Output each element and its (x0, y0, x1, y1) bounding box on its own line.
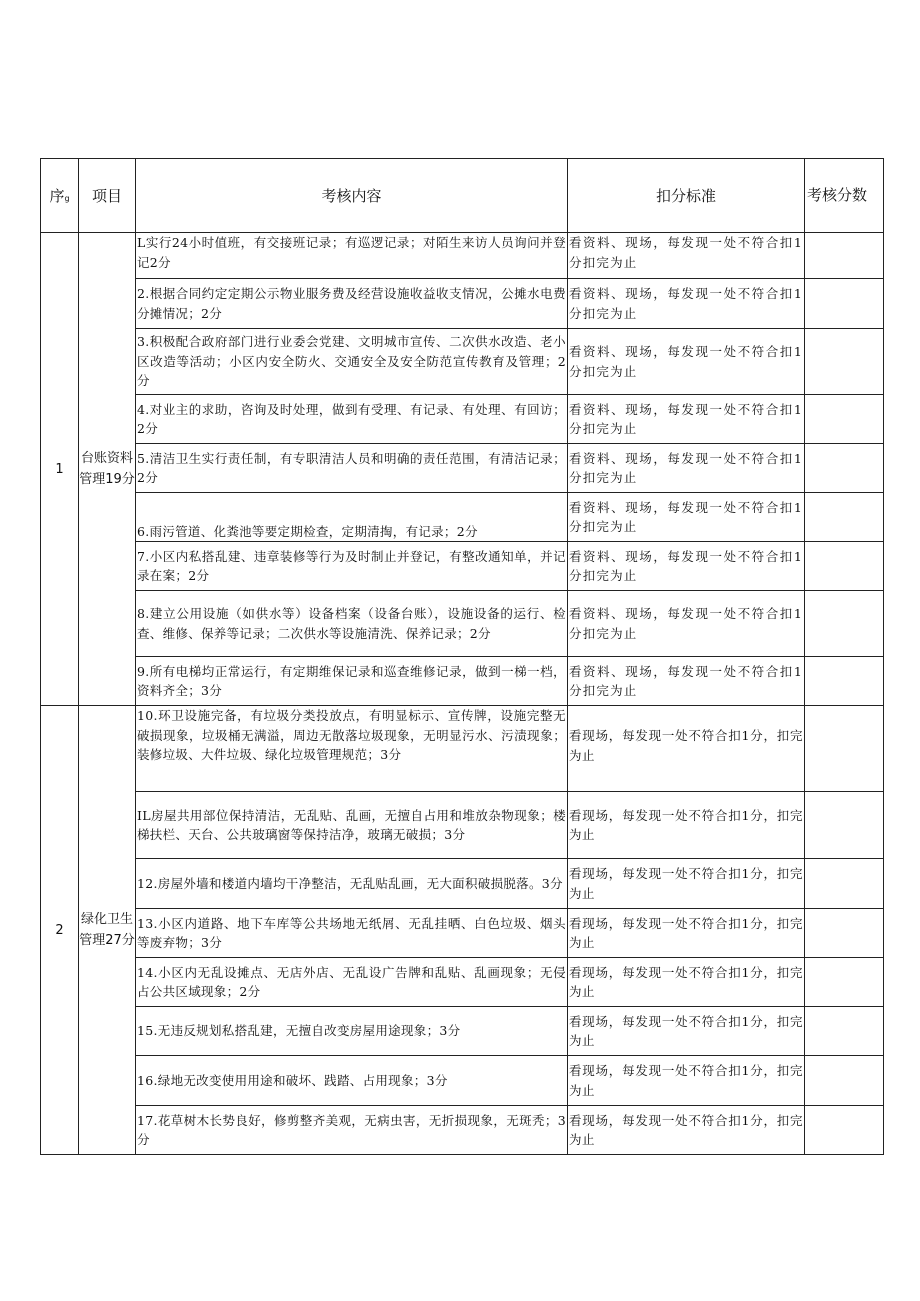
content-cell: 3.积极配合政府部门进行业委会党建、文明城市宣传、二次供水改造、老小区改造等活动；小区内安全防火、交通安全及安全防范宣传教育及管理；2分 (136, 329, 568, 395)
standard-cell: 看现场，每发现一处不符合扣1分，扣完为止 (568, 958, 805, 1007)
table-row (41, 657, 884, 706)
score-cell (805, 909, 884, 958)
score-cell (805, 591, 884, 657)
content-cell: 2.根据合同约定定期公示物业服务费及经营设施收益收支情况，公摊水电费分摊情况；2分 (136, 279, 568, 329)
content-cell: 12.房屋外墙和楼道内墙均干净整洁，无乱贴乱画，无大面积破损脱落。3分 (136, 859, 568, 909)
score-cell (805, 1106, 884, 1155)
standard-cell: 看资料、现场，每发现一处不符合扣1分扣完为止 (568, 542, 805, 591)
score-cell (805, 493, 884, 542)
standard-cell: 看资料、现场，每发现一处不符合扣1分扣完为止 (568, 591, 805, 657)
content-cell: 7.小区内私搭乱建、违章装修等行为及时制止并登记，有整改通知单，并记录在案；2分 (136, 542, 568, 591)
section-project: 台账资料管理19分 (79, 233, 136, 706)
content-cell: 17.花草树木长势良好，修剪整齐美观，无病虫害，无折损现象，无斑秃；3分 (136, 1106, 568, 1155)
header-content: 考核内容 (136, 159, 568, 233)
score-cell (805, 279, 884, 329)
score-cell (805, 792, 884, 859)
header-standard: 扣分标准 (568, 159, 805, 233)
table-row (41, 1007, 884, 1056)
standard-cell: 看资料、现场，每发现一处不符合扣1分扣完为止 (568, 279, 805, 329)
standard-cell: 看资料、现场，每发现一处不符合扣1分扣完为止 (568, 657, 805, 706)
standard-cell: 看现场，每发现一处不符合扣1分，扣完为止 (568, 706, 805, 792)
section-seq: 1 (41, 233, 79, 706)
score-cell (805, 542, 884, 591)
standard-cell: 看现场，每发现一处不符合扣1分，扣完为止 (568, 1056, 805, 1106)
table-row (41, 909, 884, 958)
content-cell: 9.所有电梯均正常运行，有定期维保记录和巡查维修记录，做到一梯一档，资料齐全；3分 (136, 657, 568, 706)
table-row (41, 591, 884, 657)
standard-cell: 看资料、现场，每发现一处不符合扣1分扣完为止 (568, 444, 805, 493)
standard-cell: 看现场，每发现一处不符合扣1分，扣完为止 (568, 1007, 805, 1056)
score-cell (805, 958, 884, 1007)
table-row (41, 958, 884, 1007)
section-seq: 2 (41, 706, 79, 1155)
standard-cell: 看资料、现场，每发现一处不符合扣1分扣完为止 (568, 493, 805, 542)
score-cell (805, 657, 884, 706)
header-seq: 序g (41, 159, 79, 233)
content-cell: 8.建立公用设施（如供水等）设备档案（设备台账），设施设备的运行、检查、维修、保养等记录；二次供水等设施清洗、保养记录；2分 (136, 591, 568, 657)
standard-cell: 看资料、现场，每发现一处不符合扣1分扣完为止 (568, 233, 805, 279)
table-row (41, 792, 884, 859)
standard-cell: 看现场，每发现一处不符合扣1分，扣完为止 (568, 909, 805, 958)
table-row (41, 444, 884, 493)
header-score: 考核分数 (805, 159, 884, 233)
table-row (41, 859, 884, 909)
standard-cell: 看现场，每发现一处不符合扣1分，扣完为止 (568, 859, 805, 909)
score-cell (805, 1056, 884, 1106)
table-row (41, 1056, 884, 1106)
content-cell: 10.环卫设施完备，有垃圾分类投放点，有明显标示、宣传牌，设施完整无破损现象，垃圾桶无满溢，周边无散落垃圾现象，无明显污水、污渍现象；装修垃圾、大件垃圾、绿化垃圾管理规范；3分 (136, 706, 568, 792)
content-cell: L实行24小时值班，有交接班记录；有巡逻记录；对陌生来访人员询问并登记2分 (136, 233, 568, 279)
standard-cell: 看资料、现场，每发现一处不符合扣1分扣完为止 (568, 395, 805, 444)
table-row (41, 233, 884, 279)
header-project: 项目 (79, 159, 136, 233)
table-row (41, 395, 884, 444)
table-row (41, 493, 884, 542)
table-row (41, 706, 884, 792)
standard-cell: 看现场，每发现一处不符合扣1分，扣完为止 (568, 792, 805, 859)
content-cell: 4.对业主的求助，咨询及时处理，做到有受理、有记录、有处理、有回访；2分 (136, 395, 568, 444)
assessment-table-page (40, 158, 883, 1155)
standard-cell: 看现场，每发现一处不符合扣1分，扣完为止 (568, 1106, 805, 1155)
content-cell: 16.绿地无改变使用用途和破坏、践踏、占用现象；3分 (136, 1056, 568, 1106)
assessment-table (40, 158, 884, 1155)
table-row (41, 1106, 884, 1155)
header-row (41, 159, 884, 233)
standard-cell: 看资料、现场，每发现一处不符合扣1分扣完为止 (568, 329, 805, 395)
content-cell: 13.小区内道路、地下车库等公共场地无纸屑、无乱挂晒、白色垃圾、烟头等废弃物；3分 (136, 909, 568, 958)
score-cell (805, 233, 884, 279)
score-cell (805, 329, 884, 395)
content-cell: 14.小区内无乱设摊点、无店外店、无乱设广告牌和乱贴、乱画现象；无侵占公共区域现象；2分 (136, 958, 568, 1007)
score-cell (805, 444, 884, 493)
content-cell: 15.无违反规划私搭乱建，无擅自改变房屋用途现象；3分 (136, 1007, 568, 1056)
table-row (41, 279, 884, 329)
score-cell (805, 1007, 884, 1056)
score-cell (805, 706, 884, 792)
content-cell: 6.雨污管道、化粪池等要定期检查，定期清掏，有记录；2分 (136, 493, 568, 542)
content-cell: IL房屋共用部位保持清洁，无乱贴、乱画，无擅自占用和堆放杂物现象；楼梯扶栏、天台、公共玻璃窗等保持洁净，玻璃无破损；3分 (136, 792, 568, 859)
table-row (41, 329, 884, 395)
score-cell (805, 395, 884, 444)
table-row (41, 542, 884, 591)
score-cell (805, 859, 884, 909)
header-seq-suffix: g (64, 194, 70, 203)
content-cell: 5.清洁卫生实行责任制，有专职清洁人员和明确的责任范围，有清洁记录；2分 (136, 444, 568, 493)
section-project: 绿化卫生管理27分 (79, 706, 136, 1155)
